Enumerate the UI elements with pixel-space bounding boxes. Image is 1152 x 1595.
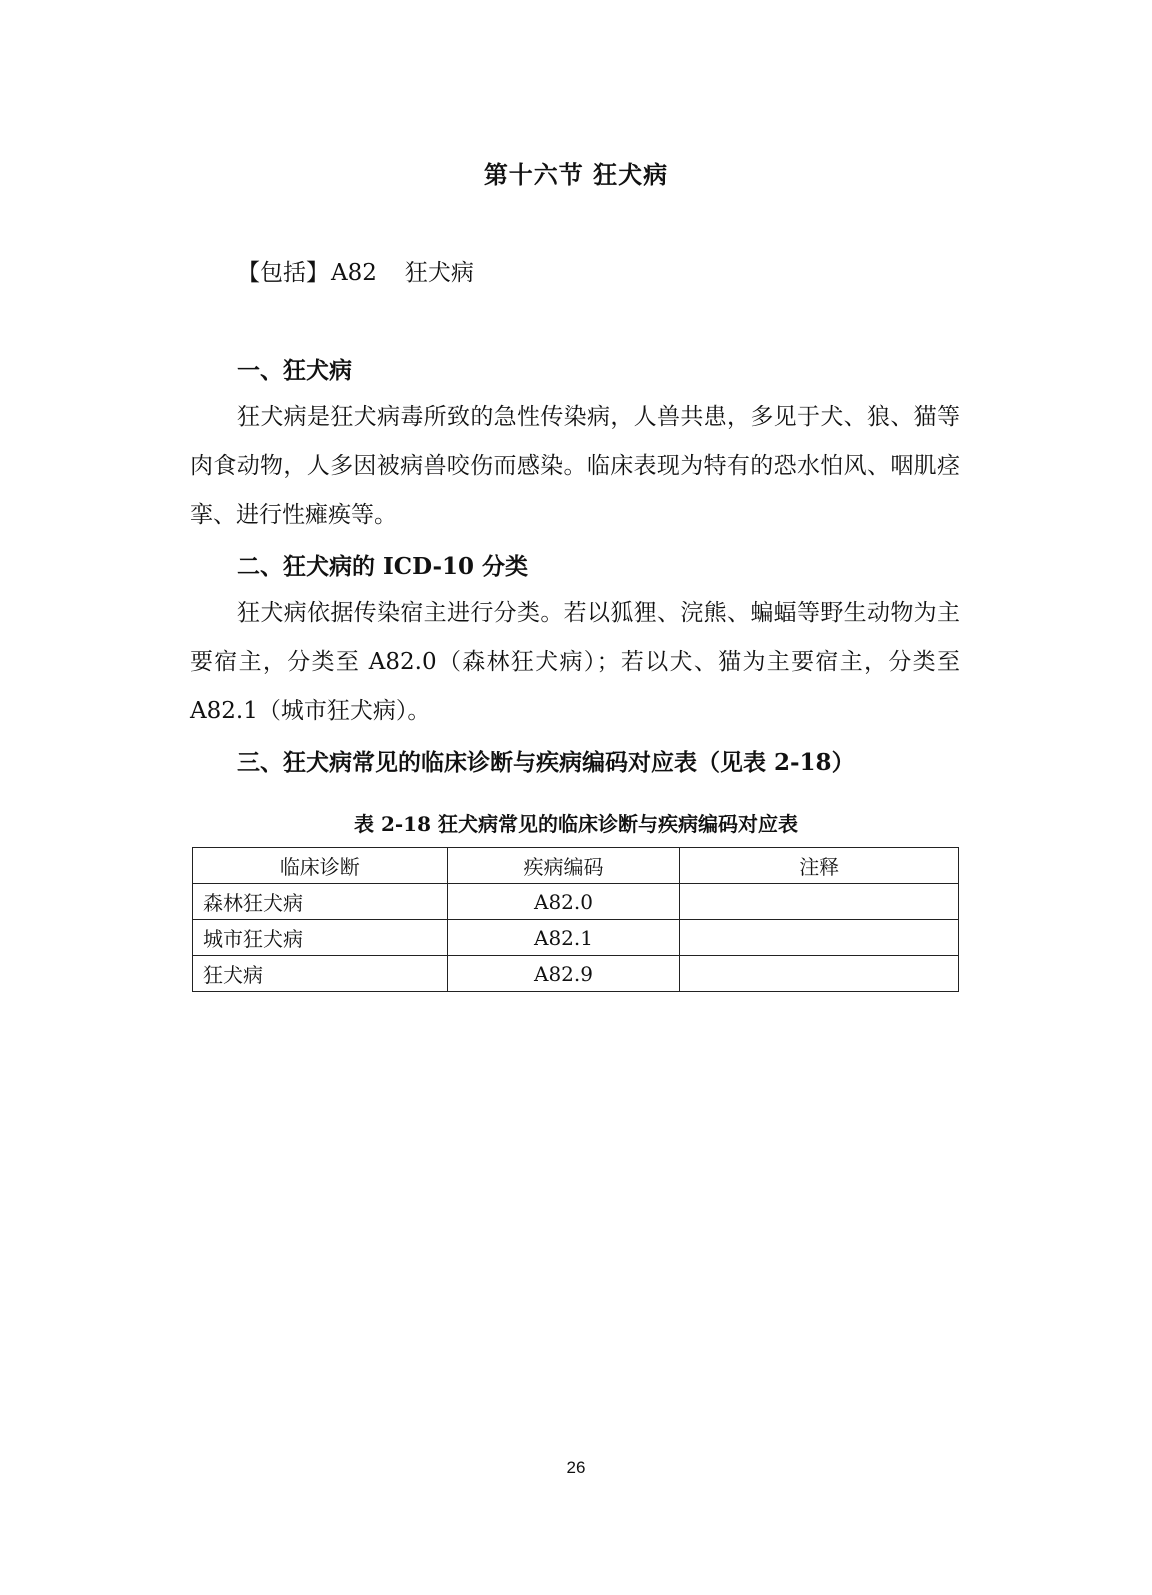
paragraph-2: 狂犬病依据传染宿主进行分类。若以狐狸、浣熊、蝙蝠等野生动物为主要宿主，分类至 A82.0（森林狂犬病）；若以犬、猫为主要宿主，分类至 A82.1（城市狂犬病）。 bbox=[190, 600, 960, 724]
cell-diagnosis: 狂犬病 bbox=[193, 956, 448, 992]
includes-code: A82 bbox=[331, 260, 377, 286]
cell-diagnosis: 森林狂犬病 bbox=[193, 884, 448, 920]
cell-code: A82.0 bbox=[447, 884, 680, 920]
table-row bbox=[193, 956, 959, 992]
includes-line bbox=[237, 254, 474, 287]
heading-1: 一、狂犬病 bbox=[237, 357, 352, 384]
cell-code: A82.1 bbox=[447, 920, 680, 956]
cell-code: A82.9 bbox=[447, 956, 680, 992]
section-title: 第十六节 狂犬病 bbox=[483, 160, 669, 189]
cell-note bbox=[680, 956, 959, 992]
table-row bbox=[193, 884, 959, 920]
paragraph-1: 狂犬病是狂犬病毒所致的急性传染病，人兽共患，多见于犬、狼、猫等肉食动物，人多因被病兽咬伤而感染。临床表现为特有的恐水怕风、咽肌痉挛、进行性瘫痪等。 bbox=[190, 404, 960, 528]
table-header-row bbox=[193, 848, 959, 884]
includes-name: 狂犬病 bbox=[404, 260, 474, 286]
diagnosis-code-table bbox=[192, 847, 959, 992]
includes-label: 【包括】 bbox=[237, 260, 329, 286]
heading-2: 二、狂犬病的 ICD-10 分类 bbox=[237, 553, 529, 580]
heading-3: 三、狂犬病常见的临床诊断与疾病编码对应表（见表 2-18） bbox=[237, 749, 855, 776]
header-note: 注释 bbox=[680, 848, 959, 884]
cell-diagnosis: 城市狂犬病 bbox=[193, 920, 448, 956]
header-code: 疾病编码 bbox=[447, 848, 680, 884]
header-diagnosis: 临床诊断 bbox=[193, 848, 448, 884]
table-caption: 表 2-18 狂犬病常见的临床诊断与疾病编码对应表 bbox=[354, 812, 798, 836]
page-number: 26 bbox=[566, 1458, 586, 1477]
cell-note bbox=[680, 884, 959, 920]
cell-note bbox=[680, 920, 959, 956]
table-row bbox=[193, 920, 959, 956]
